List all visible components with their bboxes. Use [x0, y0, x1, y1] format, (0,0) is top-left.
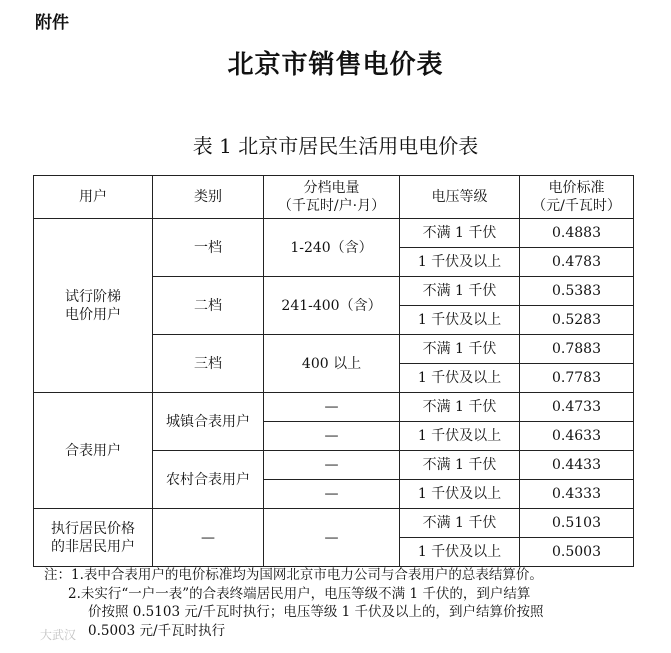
energy-cell: — [264, 451, 400, 480]
table-header-row [34, 176, 634, 219]
price-cell: 0.4433 [520, 451, 634, 480]
category-urban: 城镇合表用户 [153, 393, 264, 451]
header-category: 类别 [153, 176, 264, 219]
voltage-cell: 1 千伏及以上 [400, 306, 520, 335]
user-ladder-line1: 试行阶梯 [65, 288, 121, 305]
user-ladder [34, 219, 153, 393]
price-table [33, 175, 634, 567]
note-line-1: 注：1.表中合表用户的电价标准均为国网北京市电力公司与合表用户的总表结算价。 [44, 567, 543, 583]
price-cell: 0.4333 [520, 480, 634, 509]
voltage-cell: 1 千伏及以上 [400, 248, 520, 277]
price-cell: 0.4783 [520, 248, 634, 277]
energy-nonres: — [264, 509, 400, 567]
energy-tier2: 241-400（含） [264, 277, 400, 335]
table-row [34, 509, 634, 538]
header-tier-energy-line1: 分档电量 [303, 180, 360, 196]
price-cell: 0.5103 [520, 509, 634, 538]
header-price-line2: （元/千瓦时） [532, 198, 621, 214]
table-row [34, 219, 634, 248]
user-nonres-line1: 执行居民价格 [51, 520, 135, 537]
attachment-label: 附件 [35, 13, 69, 33]
voltage-cell: 不满 1 千伏 [400, 277, 520, 306]
category-rural: 农村合表用户 [153, 451, 264, 509]
price-cell: 0.5283 [520, 306, 634, 335]
energy-cell: — [264, 480, 400, 509]
user-ladder-line2: 电价用户 [65, 306, 121, 323]
watermark: 大武汉 [40, 628, 77, 642]
note-line-3: 价按照 0.5103 元/千瓦时执行；电压等级 1 千伏及以上的，到户结算价按照 [88, 604, 544, 620]
energy-tier1: 1-240（含） [264, 219, 400, 277]
note-line-2: 2.未实行“一户一表”的合表终端居民用户，电压等级不满 1 千伏的，到户结算 [68, 585, 531, 602]
category-tier1: 一档 [153, 219, 264, 277]
header-voltage: 电压等级 [400, 176, 520, 219]
category-tier2: 二档 [153, 277, 264, 335]
voltage-cell: 1 千伏及以上 [400, 364, 520, 393]
header-price [520, 176, 634, 219]
voltage-cell: 1 千伏及以上 [400, 538, 520, 567]
price-cell: 0.7883 [520, 335, 634, 364]
user-nonres-line2: 的非居民用户 [51, 538, 135, 555]
voltage-cell: 不满 1 千伏 [400, 509, 520, 538]
category-tier3: 三档 [153, 335, 264, 393]
header-price-line1: 电价标准 [548, 180, 605, 196]
voltage-cell: 1 千伏及以上 [400, 480, 520, 509]
table-title: 表 1 北京市居民生活用电电价表 [192, 134, 479, 158]
voltage-cell: 不满 1 千伏 [400, 219, 520, 248]
price-cell: 0.4733 [520, 393, 634, 422]
voltage-cell: 不满 1 千伏 [400, 451, 520, 480]
user-nonresidential [34, 509, 153, 567]
header-tier-energy-line2: （千瓦时/户·月） [277, 198, 386, 214]
table-row [34, 393, 634, 422]
user-combined: 合表用户 [34, 393, 153, 509]
price-cell: 0.4633 [520, 422, 634, 451]
voltage-cell: 不满 1 千伏 [400, 393, 520, 422]
price-cell: 0.5383 [520, 277, 634, 306]
header-user: 用户 [34, 176, 153, 219]
header-tier-energy [264, 176, 400, 219]
energy-cell: — [264, 422, 400, 451]
note-line-4: 0.5003 元/千瓦时执行 [88, 622, 226, 639]
notes [44, 566, 644, 640]
page-title: 北京市销售电价表 [227, 50, 444, 80]
energy-cell: — [264, 393, 400, 422]
voltage-cell: 1 千伏及以上 [400, 422, 520, 451]
price-cell: 0.5003 [520, 538, 634, 567]
energy-tier3: 400 以上 [264, 335, 400, 393]
voltage-cell: 不满 1 千伏 [400, 335, 520, 364]
price-cell: 0.7783 [520, 364, 634, 393]
price-cell: 0.4883 [520, 219, 634, 248]
category-nonres: — [153, 509, 264, 567]
